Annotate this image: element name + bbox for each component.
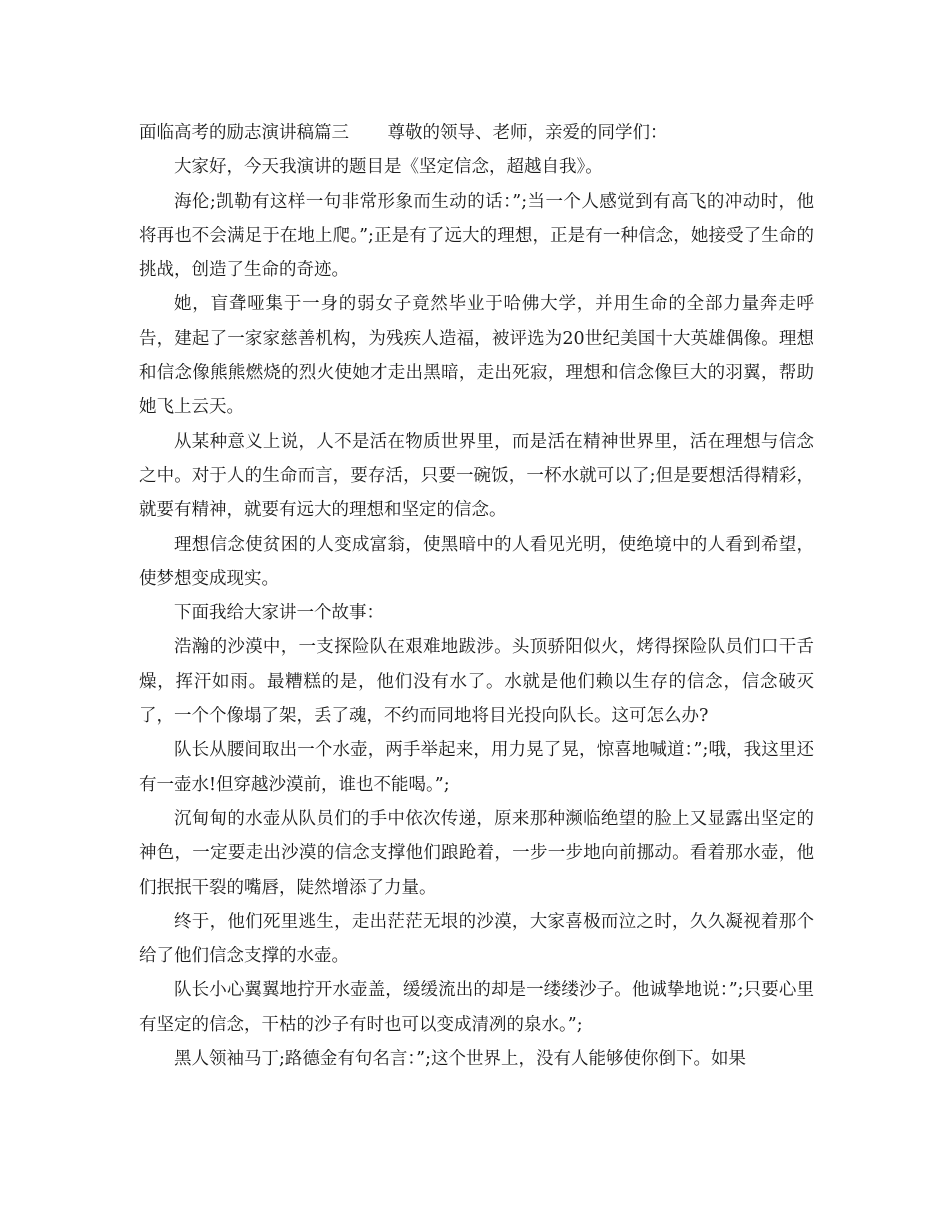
paragraph-5: 理想信念使贫困的人变成富翁，使黑暗中的人看见光明，使绝境中的人看到希望，使梦想变成现实。 — [139, 534, 814, 589]
paragraph-6: 下面我给大家讲一个故事： — [174, 603, 384, 624]
paragraph-10: 终于，他们死里逃生，走出茫茫无垠的沙漠，大家喜极而泣之时，久久凝视着那个给了他们信念支撑的水壶。 — [139, 911, 814, 967]
document-heading-line — [139, 116, 814, 150]
paragraph-8: 队长从腰间取出一个水壶，两手举起来，用力晃了晃，惊喜地喊道：”;哦，我这里还有一壶水!但穿越沙漠前，谁也不能喝。”; — [139, 740, 814, 795]
salutation: 尊敬的领导、老师，亲爱的同学们： — [387, 123, 668, 143]
paragraph-3: 她，盲聋哑集于一身的弱女子竟然毕业于哈佛大学，并用生命的全部力量奔走呼告，建起了一家家慈善机构，为残疾人造福，被评选为20世纪美国十大英雄偶像。理想和信念像熊熊燃烧的烈火使她才走出黑暗，走出死寂，理想和信念像巨大的羽翼，帮助她飞上云天。 — [139, 294, 814, 418]
paragraph-1: 大家好，今天我演讲的题目是《坚定信念，超越自我》。 — [174, 157, 603, 178]
paragraph-4: 从某种意义上说，人不是活在物质世界里，而是活在精神世界里，活在理想与信念之中。对于人的生命而言，要存活，只要一碗饭，一杯水就可以了;但是要想活得精彩，就要有精神，就要有远大的理想和坚定的信念。 — [139, 431, 814, 521]
paragraph-9: 沉甸甸的水壶从队员们的手中依次传递，原来那种濒临绝望的脸上又显露出坚定的神色，一定要走出沙漠的信念支撑他们踉跄着，一步一步地向前挪动。看着那水壶，他们抿抿干裂的嘴唇，陡然增添了力量。 — [139, 808, 814, 898]
document-body — [139, 116, 814, 1076]
document-title: 面临高考的励志演讲稿篇三 — [139, 123, 349, 143]
paragraph-2: 海伦;凯勒有这样一句非常形象而生动的话：”;当一个人感觉到有高飞的冲动时，他将再也不会满足于在地上爬。”;正是有了远大的理想，正是有一种信念，她接受了生命的挑战，创造了生命的奇迹。 — [139, 191, 814, 281]
paragraph-7: 浩瀚的沙漠中，一支探险队在艰难地跋涉。头顶骄阳似火，烤得探险队员们口干舌燥，挥汗如雨。最糟糕的是，他们没有水了。水就是他们赖以生存的信念，信念破灭了，一个个像塌了架，丢了魂，不约而同地将目光投向队长。这可怎么办? — [139, 637, 814, 727]
paragraph-11: 队长小心翼翼地拧开水壶盖，缓缓流出的却是一缕缕沙子。他诚挚地说：”;只要心里有坚定的信念，干枯的沙子有时也可以变成清冽的泉水。”; — [139, 980, 814, 1035]
paragraph-12: 黑人领袖马丁;路德金有句名言：”;这个世界上，没有人能够使你倒下。如果 — [174, 1049, 746, 1070]
